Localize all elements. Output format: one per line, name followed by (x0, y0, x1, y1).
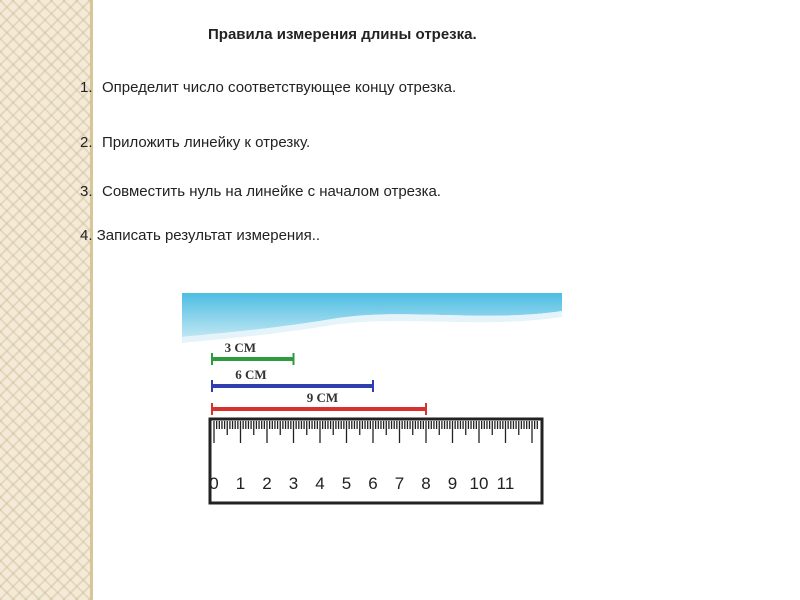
ruler-number: 5 (341, 474, 352, 493)
slide-title: Правила измерения длины отрезка. (208, 26, 477, 43)
ruler-number: 8 (421, 474, 431, 493)
ruler-number: 9 (447, 474, 458, 493)
rule-item-2 (80, 134, 310, 151)
ruler-illustration-svg (182, 293, 562, 577)
ruler-number: 4 (315, 474, 325, 493)
ruler-number: 3 (288, 474, 299, 493)
rule-text: Совместить нуль на линейке с началом отрезка. (102, 183, 441, 200)
rule-item-1 (80, 79, 456, 96)
rule-number: 2. (80, 134, 93, 151)
segment-label: 3 СМ (224, 340, 257, 355)
rule-text: Приложить линейку к отрезку. (102, 134, 311, 151)
rule-item-4 (80, 227, 320, 244)
ruler-number: 11 (496, 474, 515, 493)
rule-number: 3. (80, 183, 93, 200)
ruler-number: 2 (262, 474, 272, 493)
ruler-number: 10 (469, 474, 489, 493)
ruler-illustration (182, 293, 562, 577)
segment-label: 9 СМ (306, 390, 339, 405)
rule-text: Записать результат измерения.. (96, 227, 321, 244)
rule-text: Определит число соответствующее концу отрезка. (102, 79, 457, 96)
segment-label: 6 СМ (235, 367, 267, 382)
ruler-number: 6 (368, 474, 378, 493)
ruler-number: 0 (209, 474, 219, 493)
ruler-number: 7 (394, 474, 405, 493)
ruler-number: 1 (235, 474, 246, 493)
rule-number: 1. (80, 79, 93, 96)
rule-item-3 (80, 183, 441, 200)
rule-number: 4. (80, 227, 93, 244)
segments-layer (212, 340, 426, 415)
decorative-side-strip (0, 0, 90, 600)
